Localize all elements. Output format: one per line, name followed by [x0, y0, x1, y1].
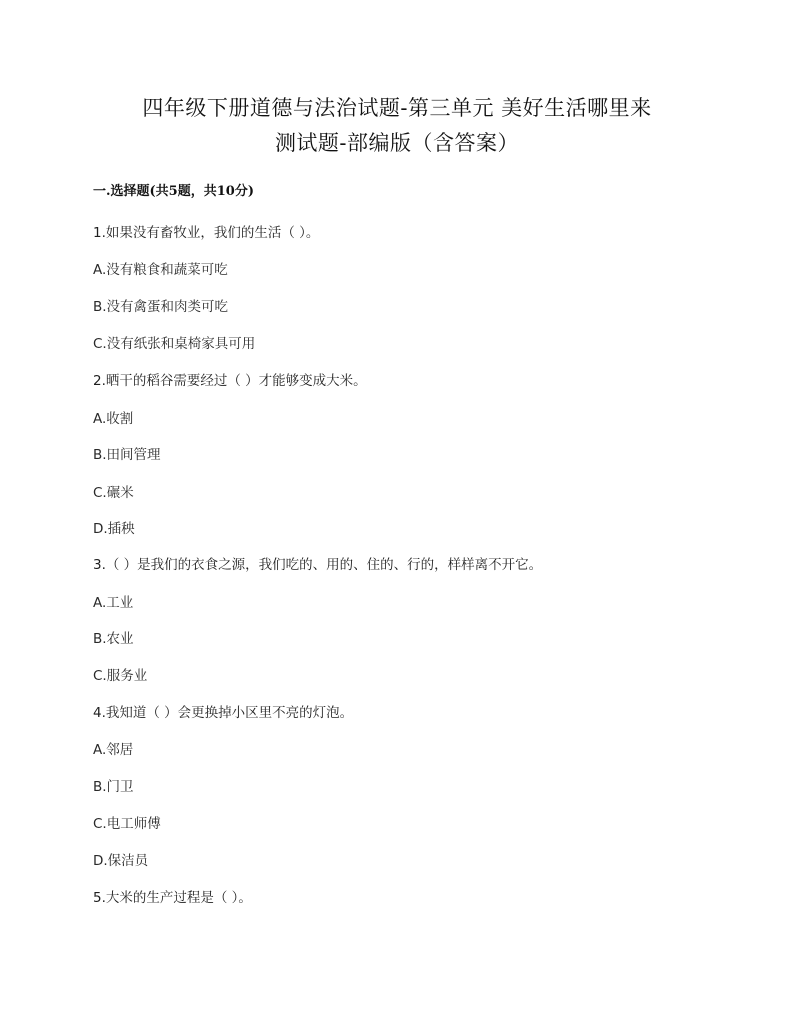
question-1-option-a[interactable]: A.没有粮食和蔬菜可吃: [93, 262, 228, 278]
question-1: 1.如果没有畜牧业，我们的生活（ ）。: [93, 225, 320, 241]
question-4-option-b[interactable]: B.门卫: [93, 779, 134, 795]
section-heading: 一.选择题(共5题，共10分): [93, 184, 254, 199]
question-4-option-c[interactable]: C.电工师傅: [93, 816, 161, 832]
question-2-option-a[interactable]: A.收割: [93, 411, 134, 427]
question-4-option-a[interactable]: A.邻居: [93, 742, 134, 758]
question-2-option-b[interactable]: B.田间管理: [93, 447, 161, 463]
question-2-option-d[interactable]: D.插秧: [93, 521, 135, 537]
document-title-line-2: 测试题-部编版（含答案）: [274, 131, 520, 155]
question-3-option-c[interactable]: C.服务业: [93, 668, 148, 684]
question-3-option-a[interactable]: A.工业: [93, 595, 134, 611]
question-5: 5.大米的生产过程是（ ）。: [93, 890, 252, 906]
question-1-option-c[interactable]: C.没有纸张和桌椅家具可用: [93, 336, 256, 352]
question-4: 4.我知道（ ）会更换掉小区里不亮的灯泡。: [93, 705, 354, 721]
question-2-option-c[interactable]: C.碾米: [93, 485, 134, 501]
question-1-option-b[interactable]: B.没有禽蛋和肉类可吃: [93, 299, 229, 315]
question-2: 2.晒干的稻谷需要经过（ ）才能够变成大米。: [93, 373, 367, 389]
question-4-option-d[interactable]: D.保洁员: [93, 853, 149, 869]
question-3-option-b[interactable]: B.农业: [93, 631, 134, 647]
document-title-line-1: 四年级下册道德与法治试题-第三单元 美好生活哪里来: [142, 96, 652, 120]
question-3: 3.（ ）是我们的衣食之源，我们吃的、用的、住的、行的，样样离不开它。: [93, 557, 543, 573]
